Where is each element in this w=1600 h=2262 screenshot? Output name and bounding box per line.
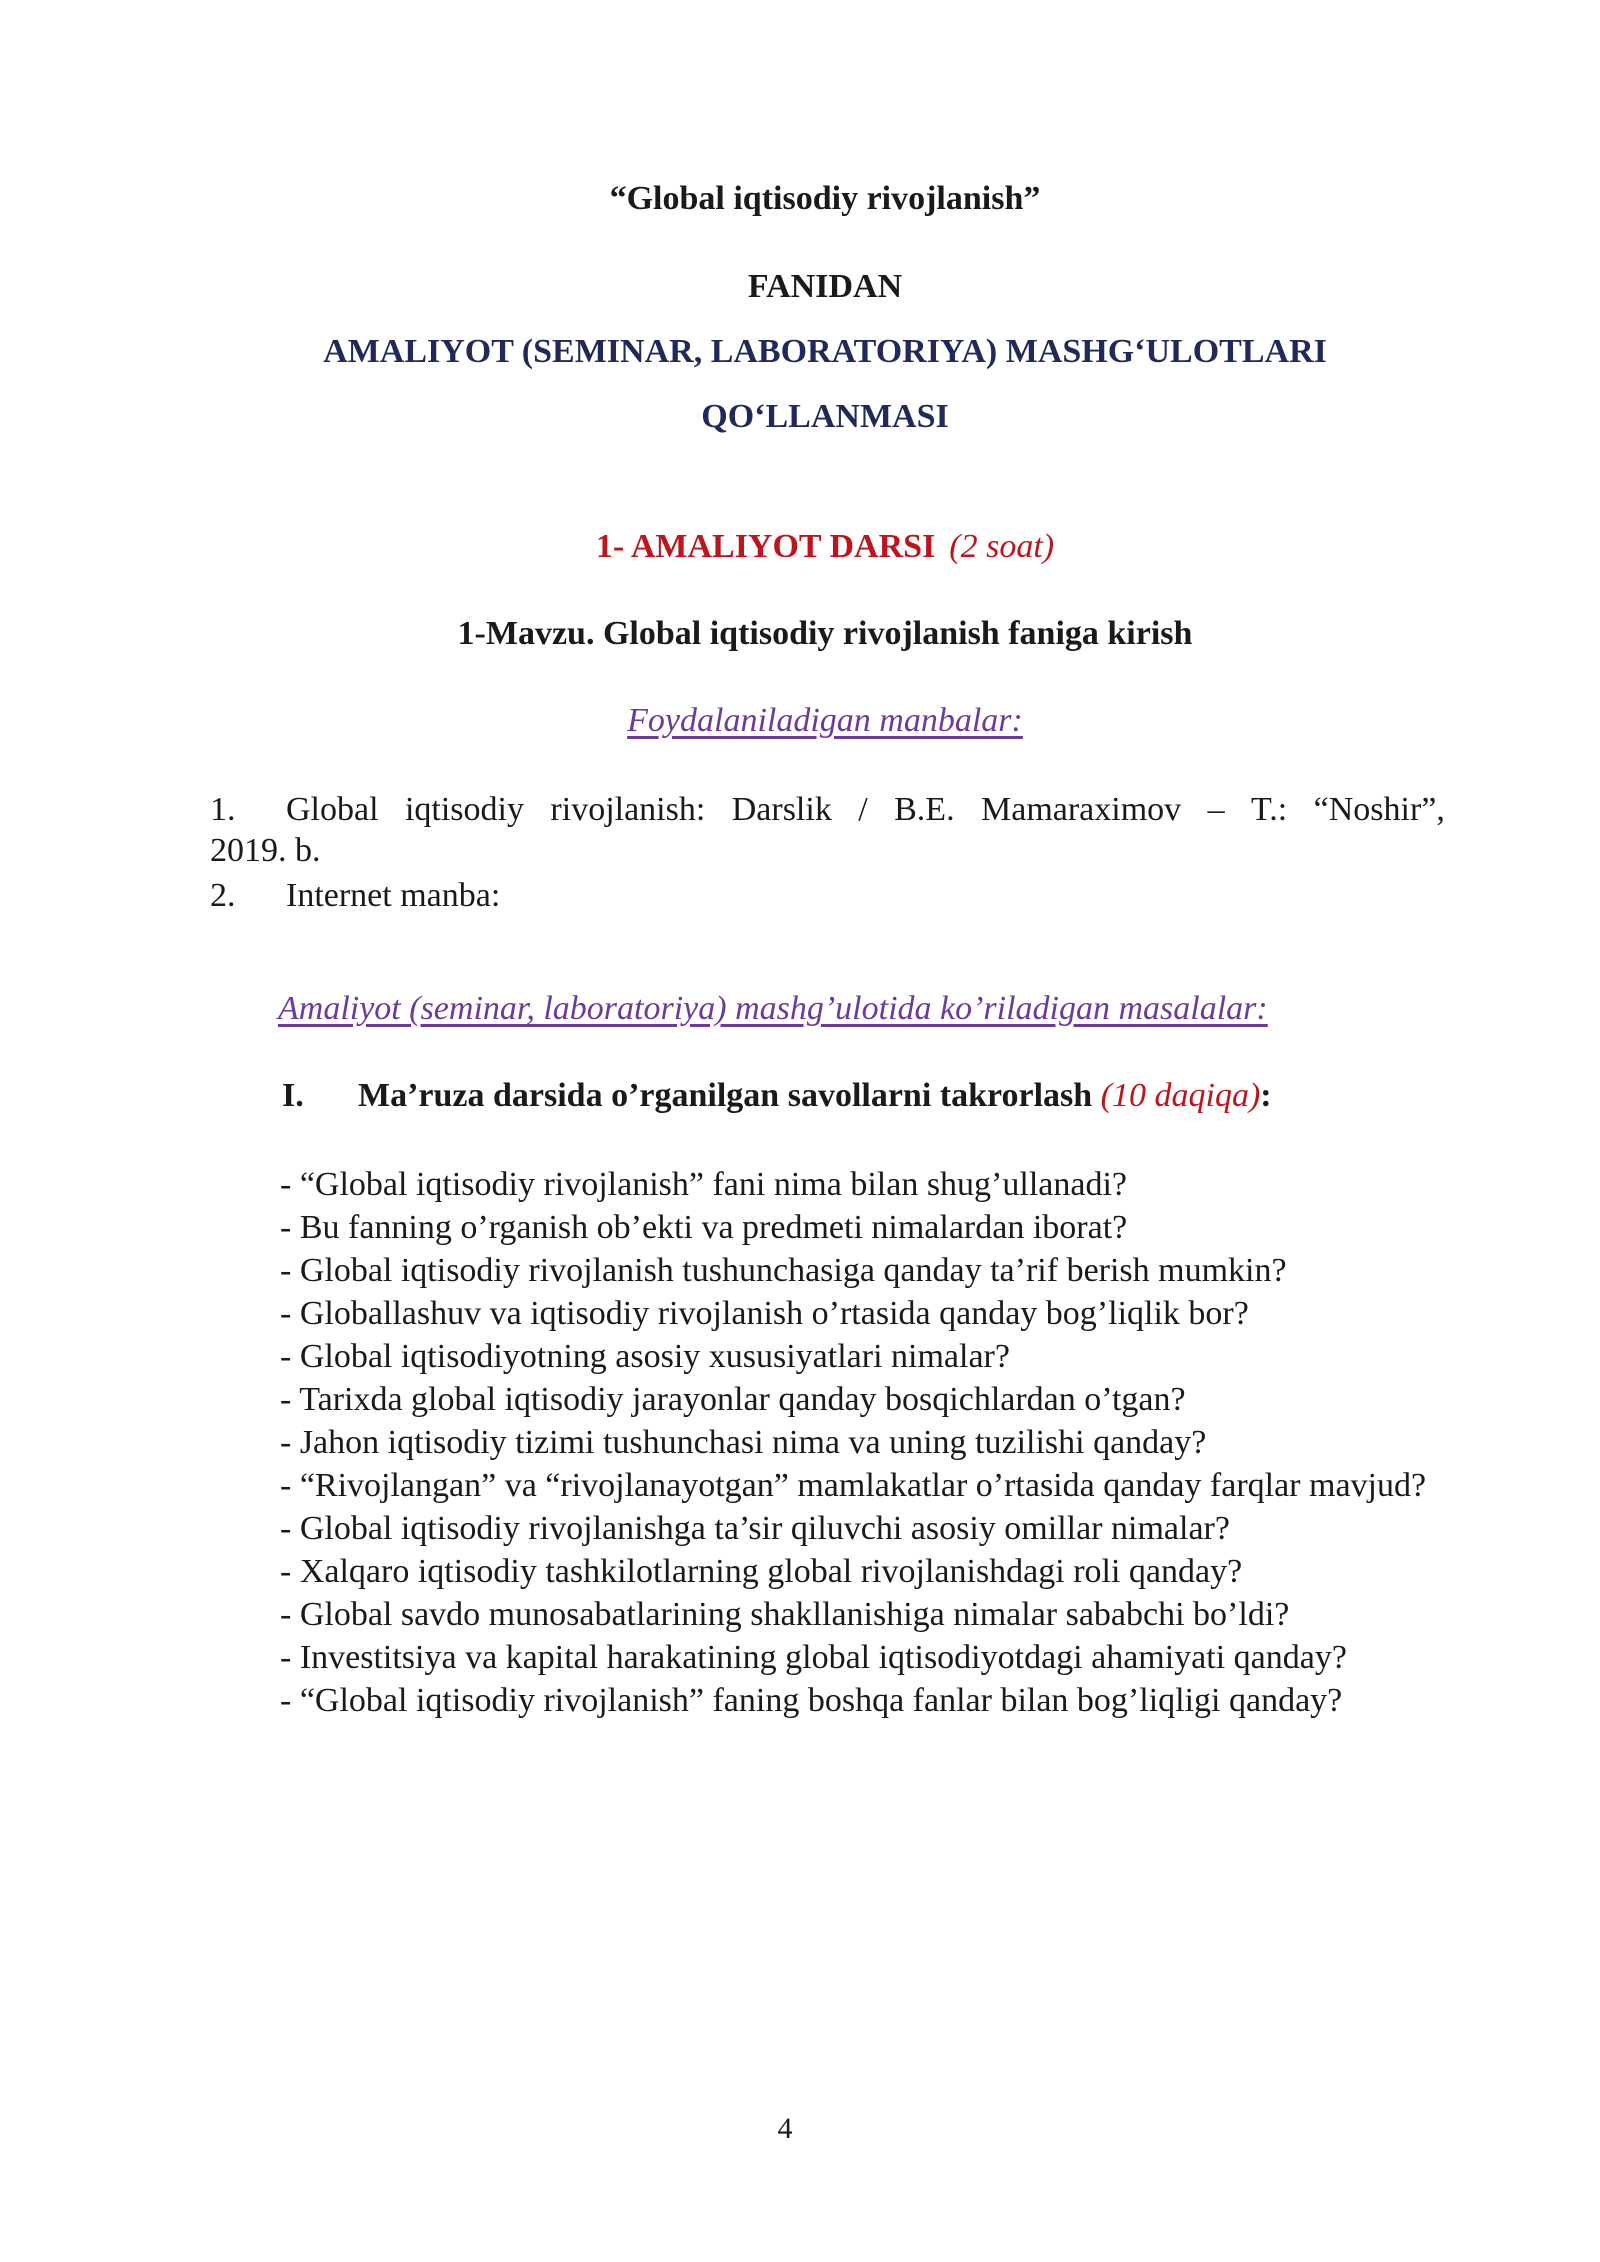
subtitle-line-1: AMALIYOT (SEMINAR, LABORATORIYA) MASHG‘ULOTLARI bbox=[323, 333, 1327, 370]
list-item: - Global iqtisodiyotning asosiy xususiyatlari nimalar? bbox=[280, 1338, 1010, 1375]
document-title: “Global iqtisodiy rivojlanish” bbox=[609, 180, 1041, 217]
section-title: Ma’ruza darsida o’rganilgan savollarni takrorlash bbox=[358, 1077, 1093, 1114]
fanidan-heading: FANIDAN bbox=[747, 268, 903, 305]
list-item: - Global iqtisodiy rivojlanishga ta’sir qiluvchi asosiy omillar nimalar? bbox=[280, 1510, 1230, 1547]
list-item: - “Global iqtisodiy rivojlanish” faning boshqa fanlar bilan bog’liqligi qanday? bbox=[280, 1682, 1343, 1719]
tasks-heading bbox=[278, 990, 1268, 1028]
list-item: - Bu fanning o’rganish ob’ekti va predmeti nimalardan iborat? bbox=[280, 1209, 1128, 1246]
lesson-heading bbox=[0, 528, 1600, 566]
section-duration: (10 daqiqa) bbox=[1100, 1077, 1261, 1114]
list-item: - Globallashuv va iqtisodiy rivojlanish o’rtasida qanday bog’liqlik bor? bbox=[280, 1295, 1249, 1332]
list-item: - “Rivojlangan” va “rivojlanayotgan” mamlakatlar o’rtasida qanday farqlar mavjud? bbox=[280, 1467, 1427, 1504]
sources-heading bbox=[0, 702, 1600, 740]
list-item: - “Global iqtisodiy rivojlanish” fani nima bilan shug’ullanadi? bbox=[280, 1166, 1127, 1203]
list-item: - Global savdo munosabatlarining shakllanishiga nimalar sababchi bo’ldi? bbox=[280, 1596, 1290, 1633]
list-item: - Xalqaro iqtisodiy tashkilotlarning global rivojlanishdagi roli qanday? bbox=[280, 1553, 1243, 1590]
question-list bbox=[280, 1163, 1470, 1722]
tasks-heading-text: Amaliyot (seminar, laboratoriya) mashg’ulotida ko’riladigan masalalar: bbox=[278, 990, 1268, 1027]
lesson-label: 1- AMALIYOT DARSI bbox=[595, 528, 936, 565]
source-text-line-2: 2019. b. bbox=[210, 831, 321, 869]
subtitle-line-2: QO‘LLANMASI bbox=[701, 398, 949, 435]
source-item-2 bbox=[210, 876, 1445, 917]
lesson-duration: (2 soat) bbox=[949, 528, 1055, 565]
list-item: - Global iqtisodiy rivojlanish tushunchasiga qanday ta’rif berish mumkin? bbox=[280, 1252, 1287, 1289]
sources-heading-text: Foydalaniladigan manbalar: bbox=[627, 702, 1023, 739]
list-item: - Jahon iqtisodiy tizimi tushunchasi nima va uning tuzilishi qanday? bbox=[280, 1424, 1207, 1461]
source-number: 1. bbox=[210, 791, 236, 828]
source-text-line-1: Global iqtisodiy rivojlanish: Darslik / B.E. Mamaraximov – T.: “Noshir”, bbox=[286, 791, 1445, 828]
section-roman: I. bbox=[282, 1077, 304, 1114]
source-text: Internet manba: bbox=[286, 877, 501, 914]
section-colon: : bbox=[1260, 1077, 1272, 1114]
list-item: - Investitsiya va kapital harakatining global iqtisodiyotdagi ahamiyati qanday? bbox=[280, 1639, 1347, 1676]
list-item: - Tarixda global iqtisodiy jarayonlar qanday bosqichlardan o’tgan? bbox=[280, 1381, 1186, 1418]
source-number: 2. bbox=[210, 877, 236, 914]
section-heading bbox=[282, 1077, 1272, 1115]
page-number: 4 bbox=[777, 2112, 793, 2145]
topic-heading: 1-Mavzu. Global iqtisodiy rivojlanish faniga kirish bbox=[457, 615, 1193, 652]
source-item-1 bbox=[210, 790, 1445, 872]
